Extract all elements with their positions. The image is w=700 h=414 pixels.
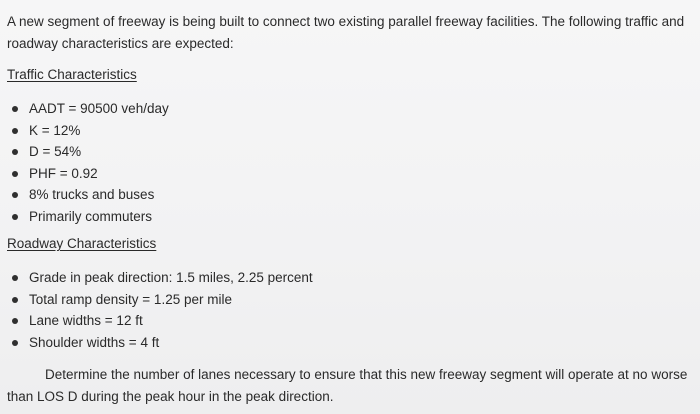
list-item-text: Shoulder widths = 4 ft <box>29 334 160 350</box>
list-item-text: Grade in peak direction: 1.5 miles, 2.25 percent <box>29 270 313 285</box>
bullet-icon <box>12 214 18 220</box>
list-item <box>12 289 313 311</box>
list-item-text: Lane widths = 12 ft <box>29 313 143 328</box>
list-item-text: 8% trucks and buses <box>29 187 155 202</box>
list-item <box>12 120 169 142</box>
list-item <box>12 141 169 163</box>
roadway-characteristics-list <box>12 267 313 353</box>
bullet-icon <box>12 340 18 346</box>
list-item-text: PHF = 0.92 <box>29 165 98 181</box>
list-item-text: Total ramp density = 1.25 per mile <box>29 291 232 307</box>
bullet-icon <box>12 149 18 155</box>
list-item-text: K = 12% <box>29 122 81 138</box>
list-item <box>12 310 313 332</box>
bullet-icon <box>12 318 18 324</box>
traffic-characteristics-list <box>12 98 169 227</box>
list-item <box>12 184 169 206</box>
bullet-icon <box>12 275 18 281</box>
list-item <box>12 163 169 185</box>
problem-intro: A new segment of freeway is being built to connect two existing parallel freeway facilities. The following traffic and roadway characteristics are expected: <box>7 14 685 51</box>
bullet-icon <box>12 106 18 112</box>
list-item <box>12 332 313 354</box>
bullet-icon <box>12 171 18 177</box>
list-item-text: D = 54% <box>29 144 82 159</box>
problem-question: Determine the number of lanes necessary to ensure that this new freeway segment will operate at no worse than LOS D during the peak hour in the peak direction. <box>7 367 688 404</box>
bullet-icon <box>12 128 18 134</box>
list-item <box>12 267 313 289</box>
list-item-text: AADT = 90500 veh/day <box>29 101 169 116</box>
bullet-icon <box>12 192 18 198</box>
traffic-characteristics-heading: Traffic Characteristics <box>7 67 137 82</box>
list-item <box>12 98 169 120</box>
list-item <box>12 206 169 228</box>
roadway-characteristics-heading: Roadway Characteristics <box>7 236 157 251</box>
list-item-text: Primarily commuters <box>29 208 153 224</box>
bullet-icon <box>12 297 18 303</box>
